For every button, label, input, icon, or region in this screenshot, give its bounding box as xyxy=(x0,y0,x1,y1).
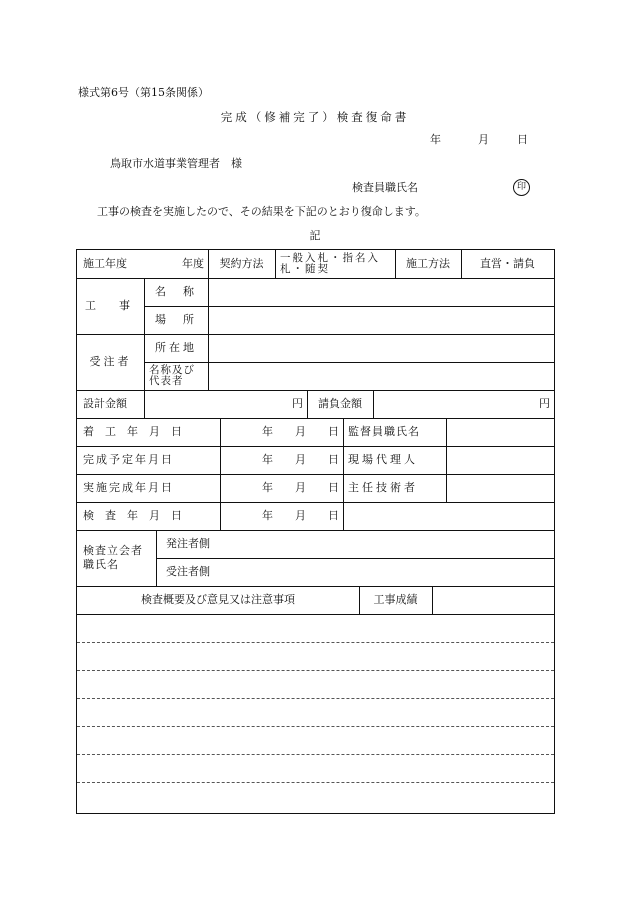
construction-method-options: 直営・請負 xyxy=(480,257,535,270)
date-day: 日 xyxy=(517,133,528,146)
planned-completion-value: 年 月 日 xyxy=(262,453,339,466)
contract-amount-label: 請負金額 xyxy=(318,397,362,410)
witness-label: 検査立会者職氏名 xyxy=(83,544,143,571)
form-number: 様式第6号（第15条関係） xyxy=(78,86,209,99)
contractor-address-label: 所在地 xyxy=(155,341,197,354)
witness-client-side-label: 発注者側 xyxy=(166,537,210,550)
contract-method-label: 契約方法 xyxy=(219,257,264,270)
work-name-label: 名 称 xyxy=(155,285,197,298)
fiscal-year-label: 施工年度 xyxy=(83,257,127,270)
intro-text: 工事の検査を実施したので、その結果を下記のとおり復命します。 xyxy=(97,205,426,218)
inspection-report-table xyxy=(76,249,555,814)
design-amount-unit: 円 xyxy=(292,397,303,410)
ki-heading: 記 xyxy=(309,229,321,242)
work-place-label: 場 所 xyxy=(155,313,197,326)
contractor-name-label: 名称及び代表者 xyxy=(149,364,195,387)
contractor-label: 受注者 xyxy=(89,355,132,368)
start-date-value: 年 月 日 xyxy=(262,425,339,438)
actual-completion-value: 年 月 日 xyxy=(262,481,339,494)
supervisor-label: 監督員職氏名 xyxy=(348,425,420,438)
inspection-date-value: 年 月 日 xyxy=(262,509,339,522)
chief-engineer-label: 主任技術者 xyxy=(348,481,418,494)
contract-amount-unit: 円 xyxy=(539,397,550,410)
addressee: 鳥取市水道事業管理者 様 xyxy=(110,157,242,170)
planned-completion-label: 完成予定年月日 xyxy=(83,453,174,466)
contract-method-options: 一般入札・指名入札・随契 xyxy=(280,252,380,275)
work-label: 工 事 xyxy=(85,299,136,312)
design-amount-label: 設計金額 xyxy=(83,397,127,410)
seal-mark: 印 xyxy=(513,179,530,196)
date-year: 年 xyxy=(430,133,441,146)
construction-method-label: 施工方法 xyxy=(406,257,450,270)
inspector-name-label: 検査員職氏名 xyxy=(352,181,418,194)
fiscal-year-unit: 年度 xyxy=(182,257,204,270)
date-month: 月 xyxy=(478,133,489,146)
grade-heading: 工事成績 xyxy=(373,593,418,606)
document-title: 完成（修補完了）検査復命書 xyxy=(220,110,410,124)
site-agent-label: 現場代理人 xyxy=(348,453,418,466)
witness-contractor-side-label: 受注者側 xyxy=(166,565,210,578)
summary-heading: 検査概要及び意見又は注意事項 xyxy=(141,593,295,606)
start-date-label: 着 工 年 月 日 xyxy=(83,425,182,438)
actual-completion-label: 実施完成年月日 xyxy=(83,481,174,494)
inspection-date-label: 検 査 年 月 日 xyxy=(83,509,182,522)
